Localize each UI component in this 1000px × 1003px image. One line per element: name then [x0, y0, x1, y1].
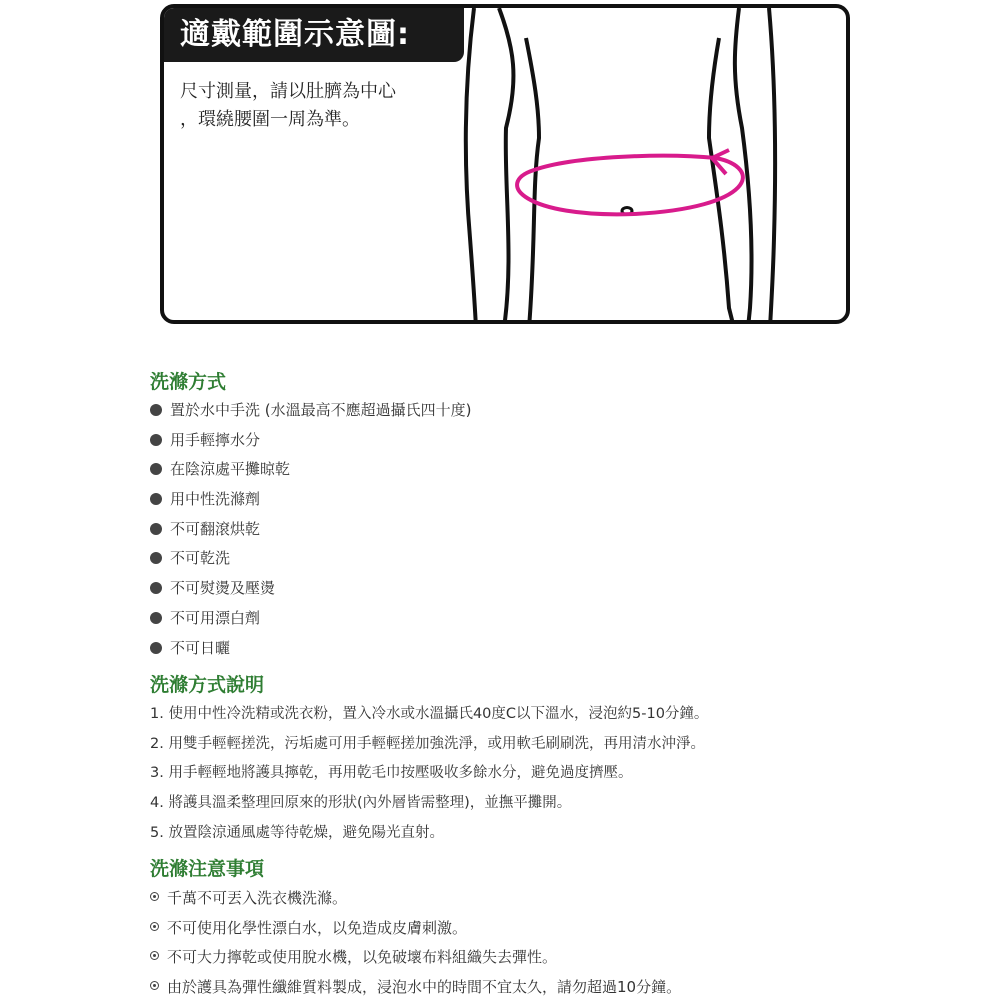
left-arm-outer — [499, 8, 513, 324]
wash-method-title: 洗滌方式 — [150, 371, 227, 393]
torso-left-outline — [466, 8, 476, 324]
wash-notes-list — [150, 884, 681, 1003]
ring-bullet-icon — [150, 951, 159, 960]
list-item: 4. 將護具溫柔整理回原來的形狀(內外層皆需整理)，並撫平攤開。 — [150, 795, 572, 812]
list-item: 5. 放置陰涼通風處等待乾燥，避免陽光直射。 — [150, 824, 444, 841]
wash-explain-list — [150, 700, 708, 848]
list-item: 千萬不可丟入洗衣機洗滌。 — [150, 884, 681, 914]
list-item: 由於護具為彈性纖維質料製成，浸泡水中的時間不宜太久，請勿超過10分鐘。 — [150, 973, 681, 1003]
bullet-icon — [150, 612, 162, 624]
bullet-icon — [150, 523, 162, 535]
bullet-icon — [150, 463, 162, 475]
ring-bullet-icon — [150, 922, 159, 931]
waist-diagram — [160, 4, 850, 324]
list-item: 置於水中手洗 (水溫最高不應超過攝氏四十度) — [150, 396, 471, 426]
diagram-desc-line2: ，環繞腰圍一周為準。 — [180, 109, 360, 130]
list-item: 不可翻滾烘乾 — [150, 515, 471, 545]
list-item: 1. 使用中性冷洗精或洗衣粉，置入冷水或水溫攝氏40度C以下溫水，浸泡約5-10分鐘。 — [150, 706, 709, 722]
list-item: 不可熨燙及壓燙 — [150, 574, 471, 604]
diagram-title: 適戴範圍示意圖: — [164, 8, 464, 62]
torso-right-outline — [769, 8, 775, 324]
left-arm-inner — [526, 38, 539, 324]
bullet-icon — [150, 404, 162, 416]
bullet-icon — [150, 552, 162, 564]
bullet-icon — [150, 434, 162, 446]
list-item: 在陰涼處平攤晾乾 — [150, 455, 471, 485]
ring-bullet-icon — [150, 981, 159, 990]
list-item: 不可用漂白劑 — [150, 604, 471, 634]
wash-method-list — [150, 396, 471, 663]
list-item: 3. 用手輕輕地將護具擰乾，再用乾毛巾按壓吸收多餘水分，避免過度擠壓。 — [150, 765, 633, 782]
bullet-icon — [150, 582, 162, 594]
ring-bullet-icon — [150, 892, 159, 901]
bullet-icon — [150, 642, 162, 654]
waist-ring — [517, 156, 743, 215]
list-item: 不可大力擰乾或使用脫水機，以免破壞布料組織失去彈性。 — [150, 943, 681, 973]
diagram-description — [180, 78, 460, 134]
list-item: 2. 用雙手輕輕搓洗，污垢處可用手輕輕搓加強洗淨，或用軟毛刷刷洗，再用清水沖淨。 — [150, 735, 705, 752]
wash-notes-title: 洗滌注意事項 — [150, 858, 265, 880]
list-item: 用手輕擰水分 — [150, 426, 471, 456]
list-item: 不可乾洗 — [150, 544, 471, 574]
diagram-desc-line1: 尺寸測量，請以肚臍為中心 — [180, 81, 396, 102]
list-item: 不可使用化學性漂白水，以免造成皮膚刺激。 — [150, 914, 681, 944]
wash-explain-title: 洗滌方式說明 — [150, 674, 265, 696]
bullet-icon — [150, 493, 162, 505]
list-item: 不可日曬 — [150, 634, 471, 664]
list-item: 用中性洗滌劑 — [150, 485, 471, 515]
right-arm-inner — [709, 38, 734, 324]
